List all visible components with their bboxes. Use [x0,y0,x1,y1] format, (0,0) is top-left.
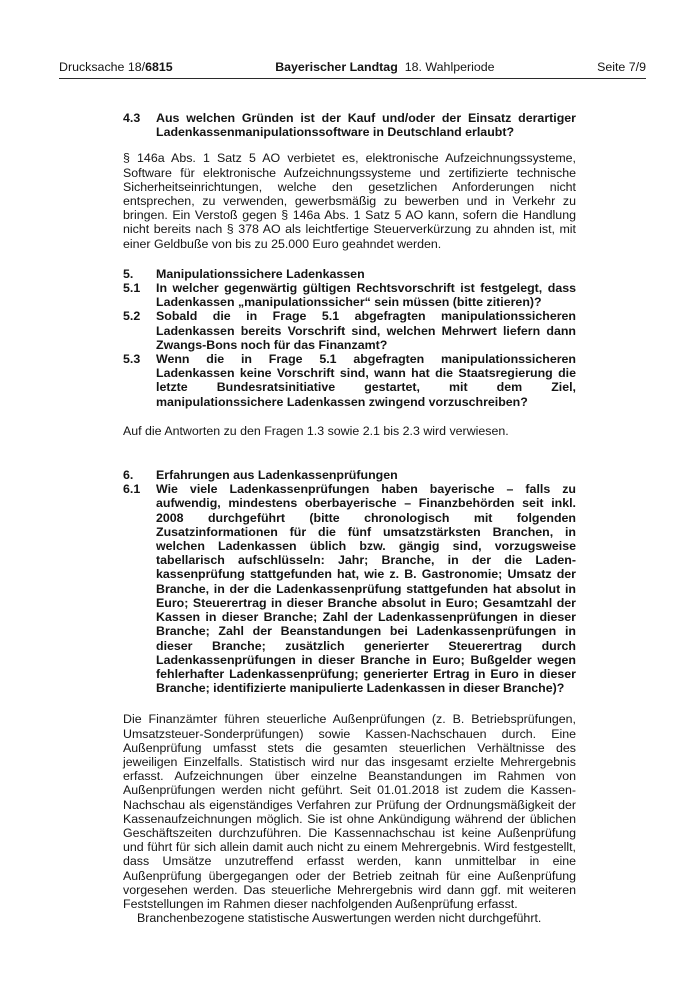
question-text: Wenn die in Frage 5.1 abgefragten manipulationssicheren Ladenkassen keine Vorschrift sind, wann hat die Staatsregierung die letzte Bundesratsinitiative gestartet, mit dem Ziel, manipulationssichere Ladenkassen zwingend vorzuschreiben? [156,352,576,409]
question-number: 4.3 [123,111,141,125]
header-row [59,60,646,74]
question-text: In welcher gegenwärtig gültigen Rechtsvorschrift ist festgelegt, dass Ladenkassen „manipulationssicher“ sein müssen (bitte zitieren)? [156,281,576,310]
section-6-questions [123,468,576,695]
legislative-period: 18. Wahlperiode [404,60,495,74]
page-header [59,60,646,79]
question-number: 6. [123,468,134,483]
section-title: Erfahrungen aus Ladenkassenprüfungen [156,468,398,483]
question-5-2 [123,309,576,352]
question-number: 6.1 [123,482,141,497]
section-5-heading [123,267,576,281]
doc-number [59,60,173,74]
question-number: 5.2 [123,309,141,324]
section-title: Manipulationssichere Ladenkassen [156,266,365,281]
org-name: Bayerischer Landtag [275,60,398,74]
question-number: 5.3 [123,352,141,367]
question-number: 5.1 [123,281,141,296]
header-center [173,60,597,74]
question-4-3 [123,111,576,139]
question-text: Wie viele Ladenkassenprüfungen haben bayerische – falls zu aufwendig, mindestens oberbayerische – Finanzbehörden seit inkl. 2008 durchgeführt (bitte chronologisch mit folgenden Zusatzinformationen für die fünf umsatzstärksten Branchen, in welchen Ladenkassen üblich bzw. gängig sind, vorzugsweise tabellarisch aufschlüsseln: Jahr; Branche, in der die Ladenkassenprüfung stattgefunden hat, wie z. B. Gastronomie; Umsatz der Branche, in der die Ladenkassenprüfung stattgefunden hat absolut in Euro; Steuerertrag in dieser Branche absolut in Euro; Gesamtzahl der Kassen in dieser Branche; Zahl der Ladenkassenprüfungen in dieser Branche; Zahl der Beanstandungen bei Ladenkassenprüfungen in dieser Branche; zusätzlich generierter Steuerertrag durch Ladenkassenprüfungen in dieser Branche in Euro; Bußgelder wegen fehlerhafter Ladenkassenprüfung; generierter Ertrag in Euro in dieser Branche; identifizierte manipulierte Ladenkassen in dieser Branche)? [156,482,576,696]
question-text: Sobald die in Frage 5.1 abgefragten manipulationssicheren Ladenkassen bereits Vorschrift sind, welchen Mehrwert liefern dann Zwangs-Bons noch für das Finanzamt? [156,309,576,352]
question-text: Aus welchen Gründen ist der Kauf und/oder der Einsatz derartiger Ladenkassenmanipulationssoftware in Deutschland erlaubt? [156,111,576,140]
section-5-questions [123,267,576,409]
question-5-1 [123,281,576,309]
answer-5-reference: Auf die Antworten zu den Fragen 1.3 sowie 2.1 bis 2.3 wird verwiesen. [123,423,509,438]
document-body [123,111,576,925]
doc-label: Drucksache 18/ [59,60,146,74]
question-number: 5. [123,266,134,281]
header-rule [59,78,646,79]
question-5-3 [123,352,576,409]
question-6-1 [123,482,576,695]
doc-number-bold: 6815 [145,60,173,74]
page-number: Seite 7/9 [597,60,646,74]
answer-6-paragraph-2: Branchenbezogene statistische Auswertungen werden nicht durchgeführt. [137,911,542,926]
answer-4-3: § 146a Abs. 1 Satz 5 AO verbietet es, elektronische Aufzeichnungssysteme, Software für elektronische Aufzeichnungssysteme und zertifizierte technische Sicherheitseinrichtungen, welche den gesetzlichen Anforderungen nicht entsprechen, zu verwenden, gewerbsmäßig zu bewerben und in Verkehr zu bringen. Ein Verstoß gegen § 146a Abs. 1 Satz 5 AO kann, sofern die Handlung nicht bereits nach § 378 AO als leichtfertige Steuerverkürzung zu ahnden ist, mit einer Geldbuße von bis zu 25.000 Euro geahndet werden. [123,151,576,251]
section-6-heading [123,468,576,482]
answer-6-paragraph-1: Die Finanzämter führen steuerliche Außenprüfungen (z. B. Betriebsprüfungen, Umsatzsteuer-Sonderprüfungen) sowie Kassen-Nachschauen durch. Eine Außenprüfung umfasst stets die gesamten steuerlichen Verhältnisse des jeweiligen Einzelfalls. Statistisch wird nur das insgesamt erzielte Mehrergebnis erfasst. Aufzeichnungen über einzelne Beanstandungen im Rahmen von Außenprüfungen werden nicht geführt. Seit 01.01.2018 ist zudem die Kassen-Nachschau als eigenständiges Verfahren zur Prüfung der Ordnungsmäßigkeit der Kassenaufzeichnungen möglich. Sie ist ohne Ankündigung während der üblichen Geschäftszeiten durchzuführen. Die Kassennachschau ist keine Außenprüfung und führt für sich allein damit auch nicht zu einem Mehrergebnis. Wird festgestellt, dass Umsätze unzutreffend erfasst werden, kann unmittelbar in eine Außenprüfung übergegangen oder der Betrieb zeitnah für eine Außenprüfung vorgesehen werden. Das steuerliche Mehrergebnis wird dann ggf. mit weiteren Feststellungen im Rahmen dieser nachfolgenden Außenprüfung erfasst. [123,712,576,911]
